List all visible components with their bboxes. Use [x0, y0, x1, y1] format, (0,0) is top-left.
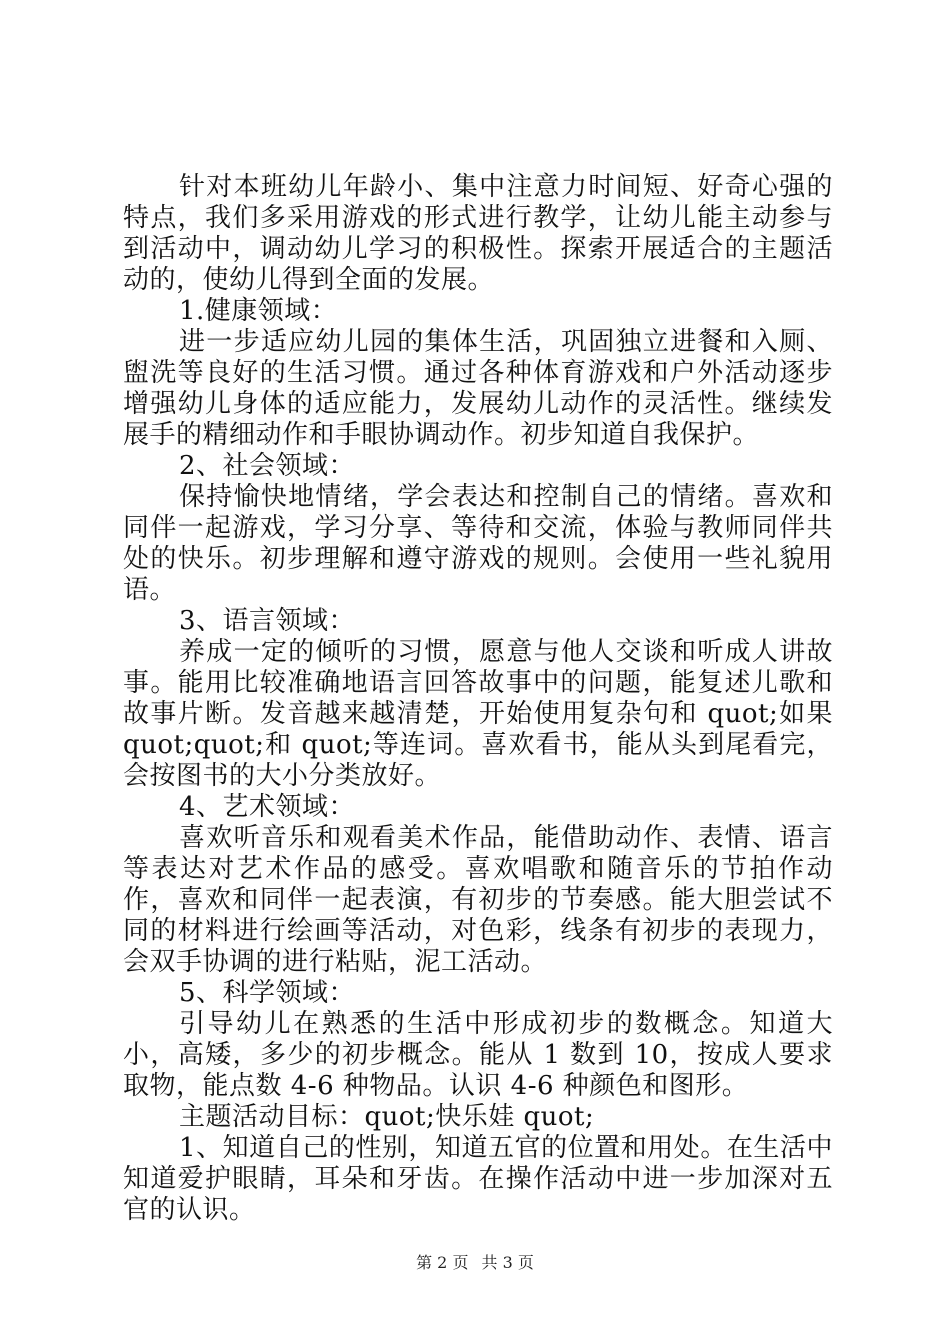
page-footer [0, 1250, 950, 1273]
theme-goal-heading: 主题活动目标：quot;快乐娃 quot; [179, 1102, 595, 1132]
document-body [123, 172, 833, 1226]
page-number: 第 2 页 [416, 1253, 469, 1272]
social-section-paragraph: 保持愉快地情绪，学会表达和控制自己的情绪。喜欢和同伴一起游戏，学习分享、等待和交流，体验与教师同伴共处的快乐。初步理解和遵守游戏的规则。会使用一些礼貌用语。 [123, 482, 833, 605]
health-section-heading: 1.健康领域： [179, 296, 338, 326]
intro-paragraph: 针对本班幼儿年龄小、集中注意力时间短、好奇心强的特点，我们多采用游戏的形式进行教学，让幼儿能主动参与到活动中，调动幼儿学习的积极性。探索开展适合的主题活动的，使幼儿得到全面的发展。 [123, 172, 833, 295]
language-section-heading: 3、语言领域： [179, 606, 356, 636]
social-section-heading: 2、社会领域： [179, 451, 356, 481]
science-section-heading: 5、科学领域： [179, 978, 356, 1008]
health-section-paragraph: 进一步适应幼儿园的集体生活，巩固独立进餐和入厕、盥洗等良好的生活习惯。通过各种体育游戏和户外活动逐步增强幼儿身体的适应能力，发展幼儿动作的灵活性。继续发展手的精细动作和手眼协调动作。初步知道自我保护。 [123, 327, 833, 450]
language-section-paragraph: 养成一定的倾听的习惯，愿意与他人交谈和听成人讲故事。能用比较准确地语言回答故事中的问题，能复述儿歌和故事片断。发音越来越清楚，开始使用复杂句和 quot;如果quot;quot;和 quot;等连词。喜欢看书，能从头到尾看完，会按图书的大小分类放好。 [123, 637, 833, 791]
art-section-heading: 4、艺术领域： [179, 792, 356, 822]
page-total: 共 3 页 [481, 1253, 534, 1272]
art-section-paragraph: 喜欢听音乐和观看美术作品，能借助动作、表情、语言等表达对艺术作品的感受。喜欢唱歌和随音乐的节拍作动作，喜欢和同伴一起表演，有初步的节奏感。能大胆尝试不同的材料进行绘画等活动，对色彩，线条有初步的表现力，会双手协调的进行粘贴，泥工活动。 [123, 823, 833, 977]
science-section-paragraph: 引导幼儿在熟悉的生活中形成初步的数概念。知道大小，高矮，多少的初步概念。能从 1 数到 10，按成人要求取物，能点数 4-6 种物品。认识 4-6 种颜色和图形。 [123, 1009, 833, 1101]
theme-goal-item: 1、知道自己的性别，知道五官的位置和用处。在生活中知道爱护眼睛，耳朵和牙齿。在操作活动中进一步加深对五官的认识。 [123, 1133, 833, 1225]
